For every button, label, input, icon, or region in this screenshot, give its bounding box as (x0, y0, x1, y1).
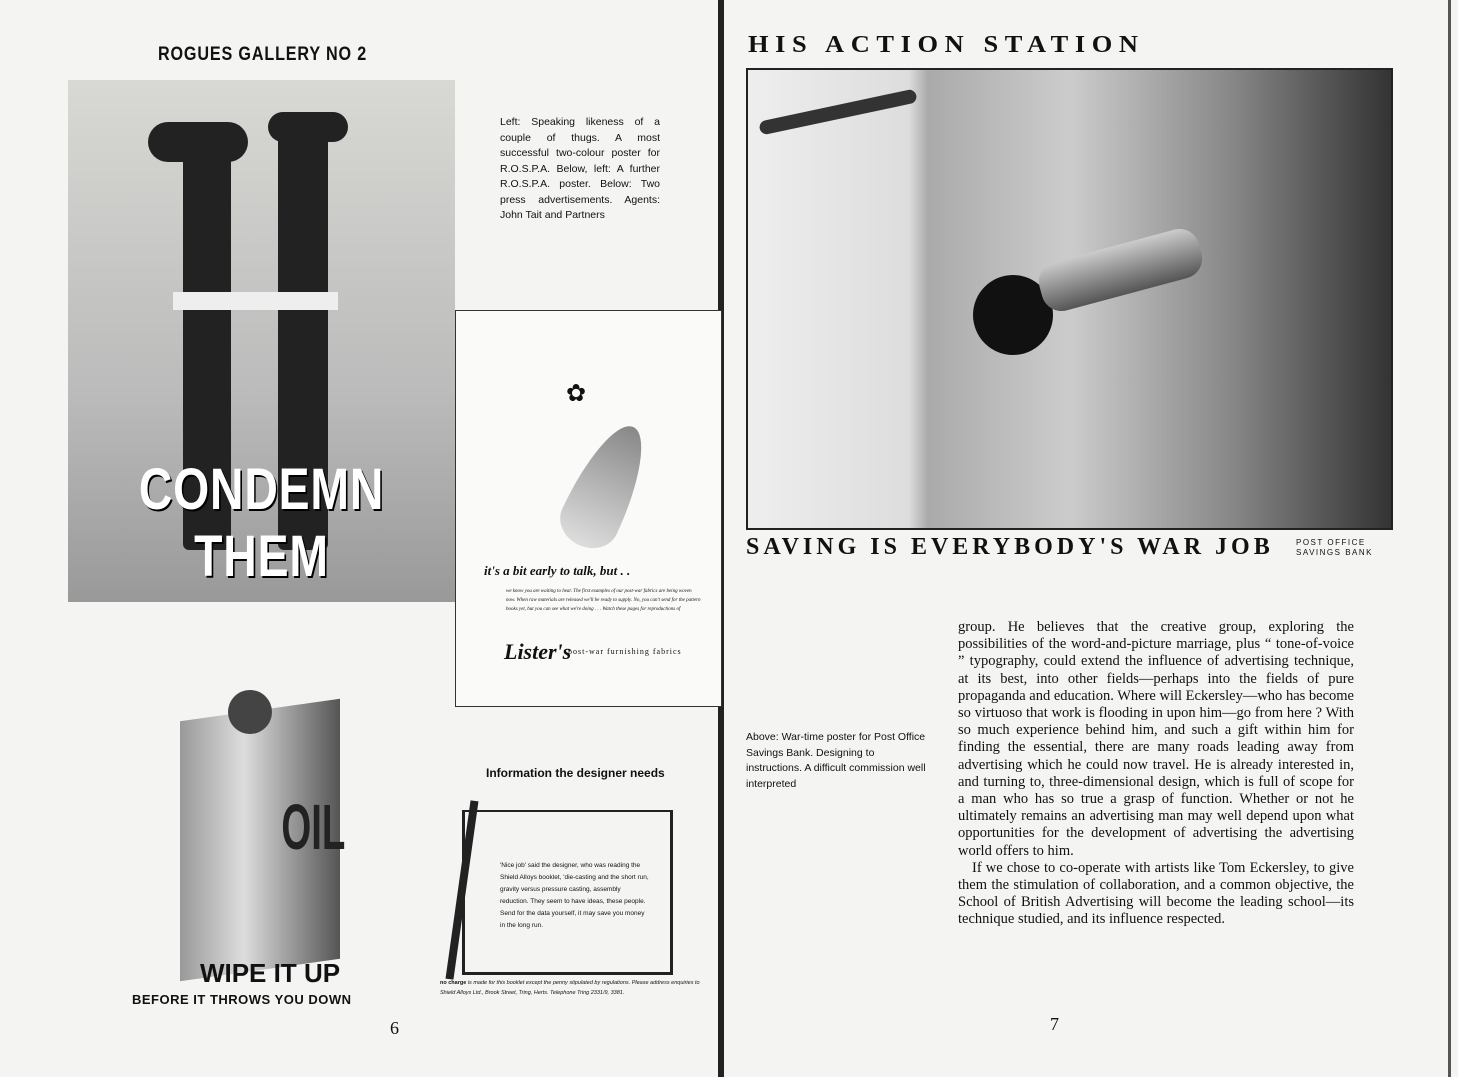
body-paragraph: If we chose to co-operate with artists like Tom Eckersley, to give them the stimulation of collaboration, and a common objective, the School of British Advertising will become the leading school—its technique studied, and its influence respected. (958, 859, 1354, 928)
article-body (958, 619, 1354, 929)
ad-headline: Information the designer needs (486, 766, 665, 780)
figure-head (228, 690, 272, 734)
poster-headline: CONDEMN THEM (138, 457, 385, 589)
page-number: 6 (390, 1018, 399, 1038)
photo-caption: Left: Speaking likeness of a couple of thugs. A most successful two-colour poster for R.O.S.P.A. Below, left: A further R.O.S.P.A. poster. Below: Two press advertisements. Agents: John Tait and Partners (500, 116, 660, 221)
listers-logo: Lister's (504, 639, 572, 664)
ad-footer (440, 978, 710, 998)
control-shaft (1034, 224, 1206, 315)
article-title: HIS ACTION STATION (748, 32, 1145, 58)
page-edge (1448, 0, 1451, 1077)
poster-slogan: SAVING IS EVERYBODY'S WAR JOB (746, 534, 1274, 560)
airplane-illustration (758, 89, 917, 136)
ad-body: we know you are waiting to hear. The first examples of our post-war fabrics are being woven now. When raw materials are released we'll be ready to supply. No, you can't send for the pattern books yet, but you can see what we're doing . . . Watch these pages for reproductions of (506, 589, 701, 612)
ad-body: 'Nice job' said the designer, who was reading the Shield Alloys booklet, 'die-casting and the short run, gravity versus pressure casting, assembly reduction. They seem to have ideas, these people. Send for the data yourself, it may save you money in the long run. (500, 862, 649, 929)
section-heading: ROGUES GALLERY NO 2 (158, 44, 368, 65)
hammer-head (148, 122, 248, 162)
ad-footer-bold: no charge (440, 980, 467, 986)
poster-brand: POST OFFICE SAVINGS BANK (1296, 538, 1373, 557)
page-number: 7 (1050, 1014, 1059, 1034)
photo-caption: Above: War-time poster for Post Office Savings Bank. Designing to instructions. A difficult commission well interpreted (746, 731, 926, 790)
condemn-them-poster (68, 80, 455, 602)
hammer-head (268, 112, 348, 142)
ad-headline: it's a bit early to talk, but . . (484, 563, 631, 578)
oil-can-poster (150, 650, 390, 970)
listers-advertisement (455, 310, 722, 707)
war-job-poster (746, 68, 1393, 530)
shield-alloys-advertisement (440, 760, 715, 1000)
butterfly-icon: ✿ (566, 381, 587, 407)
ad-tagline: post-war furnishing fabrics (568, 647, 682, 656)
body-paragraph: group. He believes that the creative group, exploring the possibilities of the word-and-picture marriage, plus “ tone-of-voice ” typography, could extend the influence of advertising technique, at its best, into other fields—perhaps into the fields of pure propaganda and education. Where will Eckersley—who has become so virtuoso that work is flooding in upon him—go from here ? With so much experience behind him, and such a gift within him for finding the essential, there are many roads leading away from advertising which he could now travel. He is already interested in, and turning to, three-dimensional design, which is full of scope for a man who has so true a grasp of function. Whether or not he ultimately remains an advertising man may well depend upon what opportunities for the development of advertising the advertising world offers to him. (958, 619, 1354, 859)
oil-label: OIL (281, 791, 346, 863)
leaf-illustration (551, 414, 660, 557)
poster-subline: BEFORE IT THROWS YOU DOWN (132, 992, 352, 1007)
handcuff-band (173, 292, 338, 310)
poster-headline: WIPE IT UP (199, 958, 341, 988)
ad-footer-text: is made for this booklet except the penny stipulated by regulations. Please address enquiries to Shield Alloys Ltd., Brook Street, Tring, Herts. Telephone Tring 2331/9, 3381. (440, 980, 700, 996)
